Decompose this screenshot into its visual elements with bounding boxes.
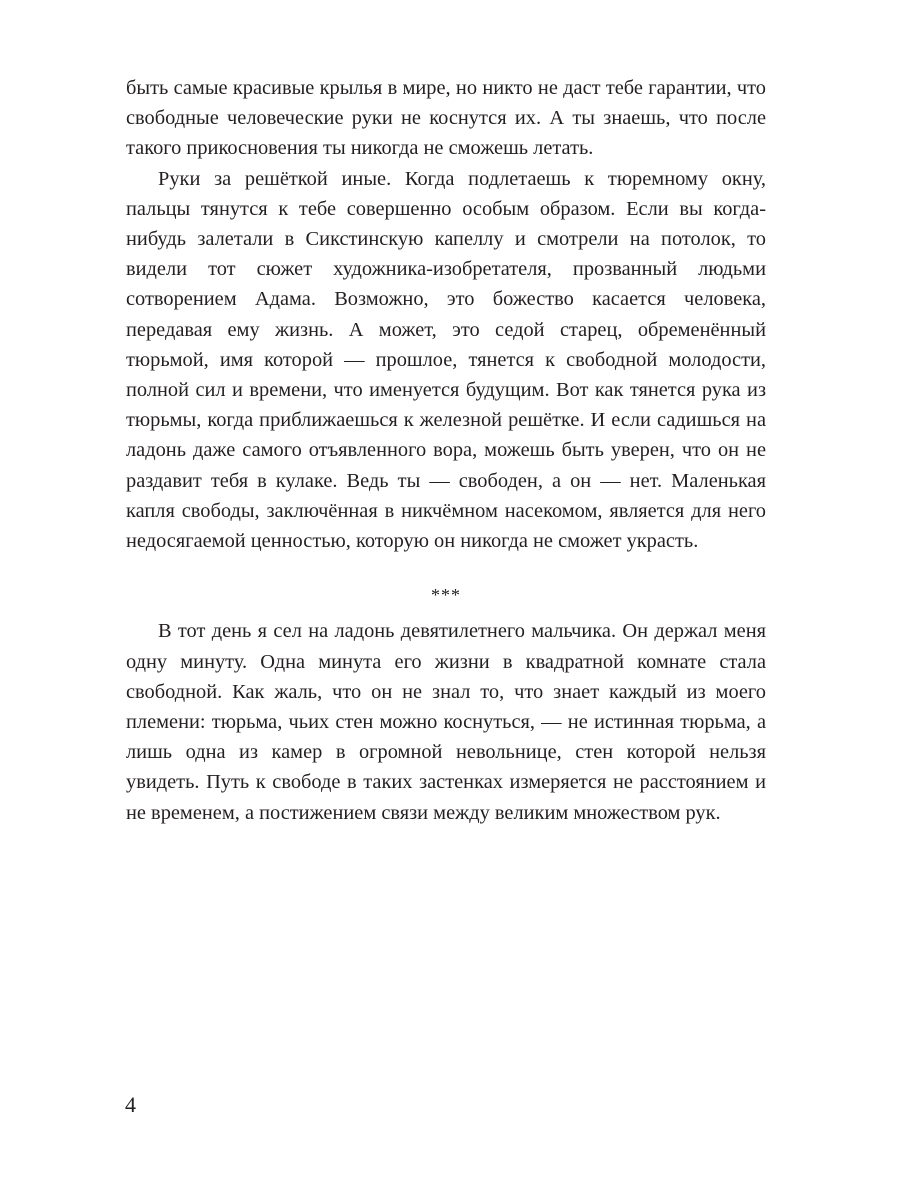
page-number: 4 [125,1092,136,1117]
paragraph-boy-palm: В тот день я сел на ладонь девятилетнего мальчика. Он держал меня одну минуту. Одна минута его жизни в квадратной комнате стала свободной. Как жаль, что он не знал то, что знает каждый из моего племени: тюрьма, чьих стен можно коснуться, — не истинная тюрьма, а лишь одна из камер в огромной невольнице, стен которой нельзя увидеть. Путь к свободе в таких застенках измеряется не расстоянием и не временем, а постижением связи между великим множеством рук. [126,620,766,824]
body-text [126,73,766,828]
paragraph-continuation: быть самые красивые крылья в мире, но никто не даст тебе гарантии, что свободные человеческие руки не коснутся их. А ты знаешь, что после такого прикосновения ты никогда не сможешь летать. [126,77,766,160]
section-separator: *** [431,585,461,606]
paragraph-hands-behind-bars: Руки за решёткой иные. Когда подлетаешь к тюремному окну, пальцы тянутся к тебе совершенно особым образом. Если вы когда-нибудь залетали в Сикстинскую капеллу и смотрели на потолок, то видели тот сюжет художника-изобретателя, прозванный людьми сотворением Адама. Возможно, это божество касается человека, передавая ему жизнь. А может, это седой старец, обременённый тюрьмой, имя которой — прошлое, тянется к свободной молодости, полной сил и времени, что именуется будущим. Вот как тянется рука из тюрьмы, когда приближаешься к железной решётке. И если садишься на ладонь даже самого отъявленного вора, можешь быть уверен, что он не раздавит тебя в кулаке. Ведь ты — свободен, а он — нет. Маленькая капля свободы, заключённая в никчёмном насекомом, является для него недосягаемой ценностью, которую он никогда не сможет украсть. [126,167,766,553]
